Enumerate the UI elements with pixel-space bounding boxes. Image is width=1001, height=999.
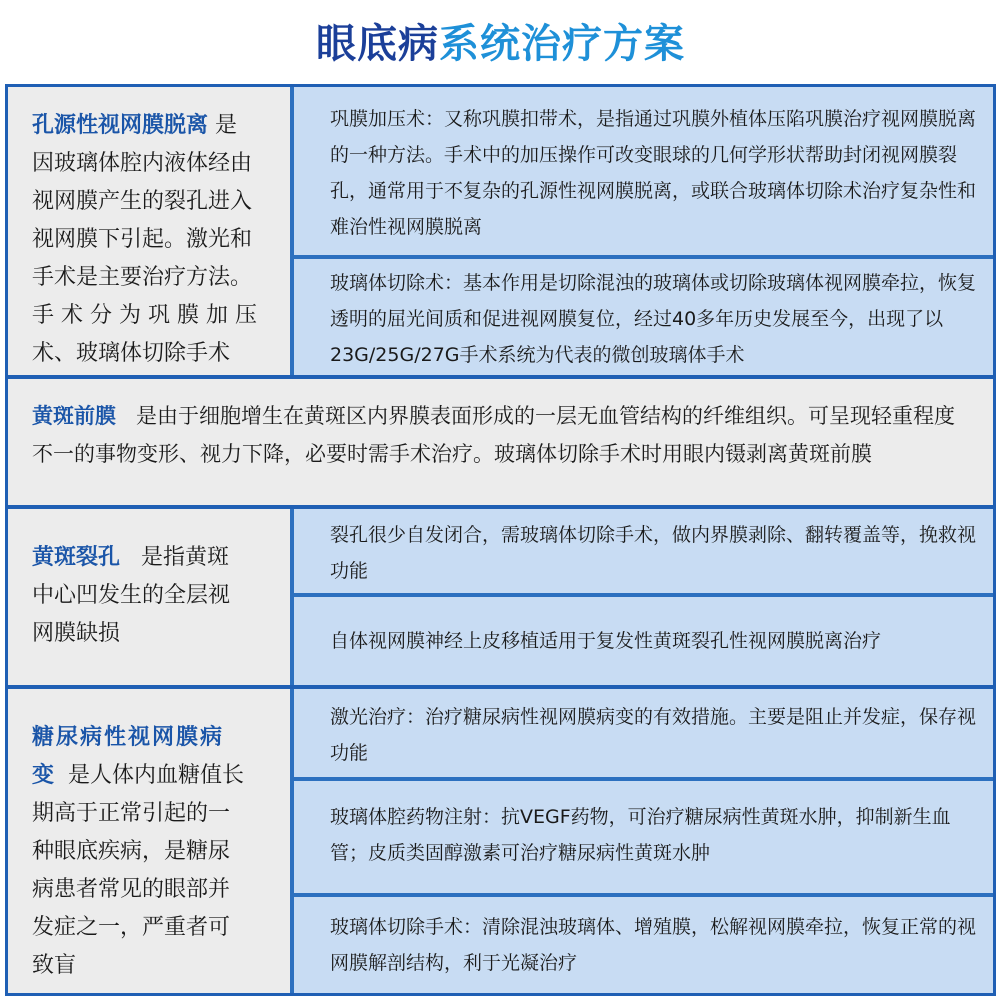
row-diabetic-retinopathy [8, 689, 993, 993]
title-part-1: 眼底病 [316, 21, 439, 67]
desc-line: 手术分为巩膜加压 [32, 303, 265, 328]
page-title [0, 14, 1001, 74]
disease-name-line: 糖尿病性视网膜病 [32, 725, 225, 750]
desc-line: 致盲 [32, 953, 77, 978]
treatment-item: 玻璃体切除术：基本作用是切除混浊的玻璃体或切除玻璃体视网膜牵拉，恢复透明的屈光间质和促进视网膜复位，经过40多年历史发展至今，出现了以23G/25G/27G手术系统为代表的微创玻璃体手术 [294, 259, 993, 375]
disease-cell [8, 689, 290, 993]
treatment-item: 自体视网膜神经上皮移植适用于复发性黄斑裂孔性视网膜脱离治疗 [294, 597, 993, 685]
treatment-item: 玻璃体切除手术：清除混浊玻璃体、增殖膜，松解视网膜牵拉，恢复正常的视网膜解剖结构，利于光凝治疗 [294, 897, 993, 993]
desc-line: 中心凹发生的全层视 [32, 583, 231, 608]
disease-cell [8, 87, 290, 375]
desc-line: 是指黄斑 [141, 545, 230, 570]
row-macular-hole [8, 509, 993, 685]
desc-line: 是人体内血糖值长 [68, 763, 245, 788]
treatment-item: 玻璃体腔药物注射：抗VEGF药物，可治疗糖尿病性黄斑水肿，抑制新生血管；皮质类固醇激素可治疗糖尿病性黄斑水肿 [294, 781, 993, 893]
disease-name: 孔源性视网膜脱离 [32, 113, 209, 138]
treatment-cell [294, 689, 993, 993]
disease-name: 黄斑前膜 [32, 404, 116, 428]
desc-line: 视网膜产生的裂孔进入 [32, 189, 253, 214]
disease-cell [8, 509, 290, 685]
desc-line: 发症之一，严重者可 [32, 915, 231, 940]
row-epiretinal-membrane [8, 379, 993, 505]
title-part-2: 系统治疗方案 [439, 21, 685, 67]
desc-line: 网膜缺损 [32, 621, 121, 646]
treatment-cell [294, 87, 993, 375]
desc-line: 种眼底疾病，是糖尿 [32, 839, 231, 864]
desc-line: 期高于正常引起的一 [32, 801, 231, 826]
row-rhegmatogenous-detachment [8, 87, 993, 375]
desc-line: 术、玻璃体切除手术 [32, 341, 231, 366]
desc-line: 手术是主要治疗方法。 [32, 265, 253, 290]
disease-cell [8, 379, 993, 505]
desc-line: 因玻璃体腔内液体经由 [32, 151, 253, 176]
treatment-item: 裂孔很少自发闭合，需玻璃体切除手术，做内界膜剥除、翻转覆盖等，挽救视功能 [294, 509, 993, 593]
desc-line: 病患者常见的眼部并 [32, 877, 231, 902]
treatment-table [5, 84, 996, 996]
treatment-item: 巩膜加压术：又称巩膜扣带术，是指通过巩膜外植体压陷巩膜治疗视网膜脱离的一种方法。手术中的加压操作可改变眼球的几何学形状帮助封闭视网膜裂孔，通常用于不复杂的孔源性视网膜脱离，或联合玻璃体切除术治疗复杂性和难治性视网膜脱离 [294, 87, 993, 255]
treatment-cell [294, 509, 993, 685]
desc-line: 视网膜下引起。激光和 [32, 227, 253, 252]
treatment-item: 激光治疗：治疗糖尿病性视网膜病变的有效措施。主要是阻止并发症，保存视功能 [294, 689, 993, 777]
desc-line: 是 [215, 113, 238, 138]
disease-description: 是由于细胞增生在黄斑区内界膜表面形成的一层无血管结构的纤维组织。可呈现轻重程度不一的事物变形、视力下降，必要时需手术治疗。玻璃体切除手术时用眼内镊剥离黄斑前膜 [32, 404, 956, 466]
disease-name: 黄斑裂孔 [32, 545, 121, 570]
disease-name-line: 变 [32, 763, 55, 788]
